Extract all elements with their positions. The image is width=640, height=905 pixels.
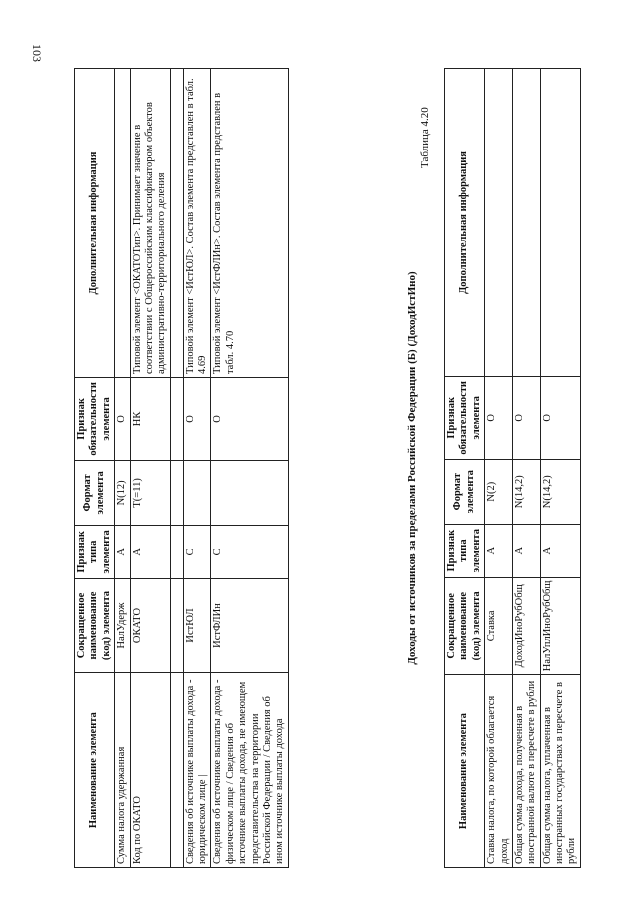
cell-info xyxy=(485,69,513,377)
page-number: 103 xyxy=(30,44,44,62)
cell-format: N(2) xyxy=(485,459,513,524)
table-row xyxy=(115,69,130,868)
table-number: Таблица 4.20 xyxy=(419,107,431,168)
table-header-row xyxy=(445,69,485,868)
cell-name: Сумма налога удержанная xyxy=(115,673,130,868)
table-row xyxy=(183,69,211,868)
header-cell: Дополнительная информация xyxy=(75,69,115,378)
header-cell: Формат элемента xyxy=(75,460,115,525)
cell-code: ИстФЛИн xyxy=(211,578,288,673)
cell-type: А xyxy=(540,524,580,577)
cell-code: НалУдерж xyxy=(115,578,130,673)
cell-info xyxy=(115,69,130,378)
cell-code: ДоходИноРубОбщ xyxy=(512,577,540,675)
cell-format: N(14,2) xyxy=(512,459,540,524)
cell-name: Общая сумма налога, уплаченная в иностранных государствах в пересчете в рубли xyxy=(540,675,580,868)
table-row xyxy=(540,69,580,868)
cell-code: НалУплИноРубОбщ xyxy=(540,577,580,675)
header-cell: Дополнительная информация xyxy=(445,69,485,377)
cell-info xyxy=(512,69,540,377)
table-header-row xyxy=(75,69,115,868)
cell-info xyxy=(540,69,580,377)
rotated-page-content xyxy=(74,28,594,868)
cell-required: О xyxy=(115,378,130,461)
cell-format: T(=11) xyxy=(130,460,170,525)
cell-type: С xyxy=(183,525,211,578)
table-row xyxy=(211,69,288,868)
table-elements-2 xyxy=(444,68,581,868)
cell-name: Общая сумма дохода, полученная в иностранной валюте в пересчете в рубли xyxy=(512,675,540,868)
header-cell: Наименование элемента xyxy=(445,675,485,868)
table-row xyxy=(130,69,170,868)
cell-format: N(14,2) xyxy=(540,459,580,524)
cell-format: N(12) xyxy=(115,460,130,525)
cell-type: С xyxy=(211,525,288,578)
header-cell: Сокращенное наименование (код) элемента xyxy=(445,577,485,675)
cell-type: А xyxy=(130,525,170,578)
cell-code: ИстЮЛ xyxy=(183,578,211,673)
table-row xyxy=(512,69,540,868)
table-row xyxy=(485,69,513,868)
cell-type: А xyxy=(512,524,540,577)
cell-info: Типовой элемент <ИстФЛИн>. Состав элемента представлен в табл. 4.70 xyxy=(211,69,288,378)
header-cell: Наименование элемента xyxy=(75,673,115,868)
cell-required: О xyxy=(183,378,211,461)
cell-name: Сведения об источнике выплаты дохода - физическом лице / Сведения об источнике выплаты дохода, не имеющем представительства на территории Российской Федерации / Сведения об ином источнике выплаты дохода xyxy=(211,673,288,868)
table-row-spacer xyxy=(170,69,183,868)
cell-required: НК xyxy=(130,378,170,461)
cell-type: А xyxy=(115,525,130,578)
cell-info: Типовой элемент <ИстЮЛ>. Состав элемента представлен в табл. 4.69 xyxy=(183,69,211,378)
cell-format xyxy=(211,460,288,525)
header-cell: Признак обязательности элемента xyxy=(75,378,115,461)
header-cell: Признак обязательности элемента xyxy=(445,376,485,459)
cell-code: ОКАТО xyxy=(130,578,170,673)
cell-code: Ставка xyxy=(485,577,513,675)
table-elements-1 xyxy=(74,68,289,868)
cell-name: Ставка налога, по которой облагается доход xyxy=(485,675,513,868)
cell-required: О xyxy=(485,376,513,459)
cell-info: Типовой элемент <ОКАТОТип>. Принимает значение в соответствии с Общероссийским классификатором объектов административно-территориального деления xyxy=(130,69,170,378)
table-caption: Доходы от источников за пределами Российской Федерации (Б) (ДоходИстИно) xyxy=(406,271,418,665)
header-cell: Признак типа элемента xyxy=(75,525,115,578)
cell-format xyxy=(183,460,211,525)
cell-required: О xyxy=(211,378,288,461)
cell-required: О xyxy=(540,376,580,459)
cell-name: Сведения об источнике выплаты дохода - юридическом лице | xyxy=(183,673,211,868)
cell-required: О xyxy=(512,376,540,459)
cell-name: Код по ОКАТО xyxy=(130,673,170,868)
header-cell: Сокращенное наименование (код) элемента xyxy=(75,578,115,673)
header-cell: Признак типа элемента xyxy=(445,524,485,577)
header-cell: Формат элемента xyxy=(445,459,485,524)
cell-type: А xyxy=(485,524,513,577)
